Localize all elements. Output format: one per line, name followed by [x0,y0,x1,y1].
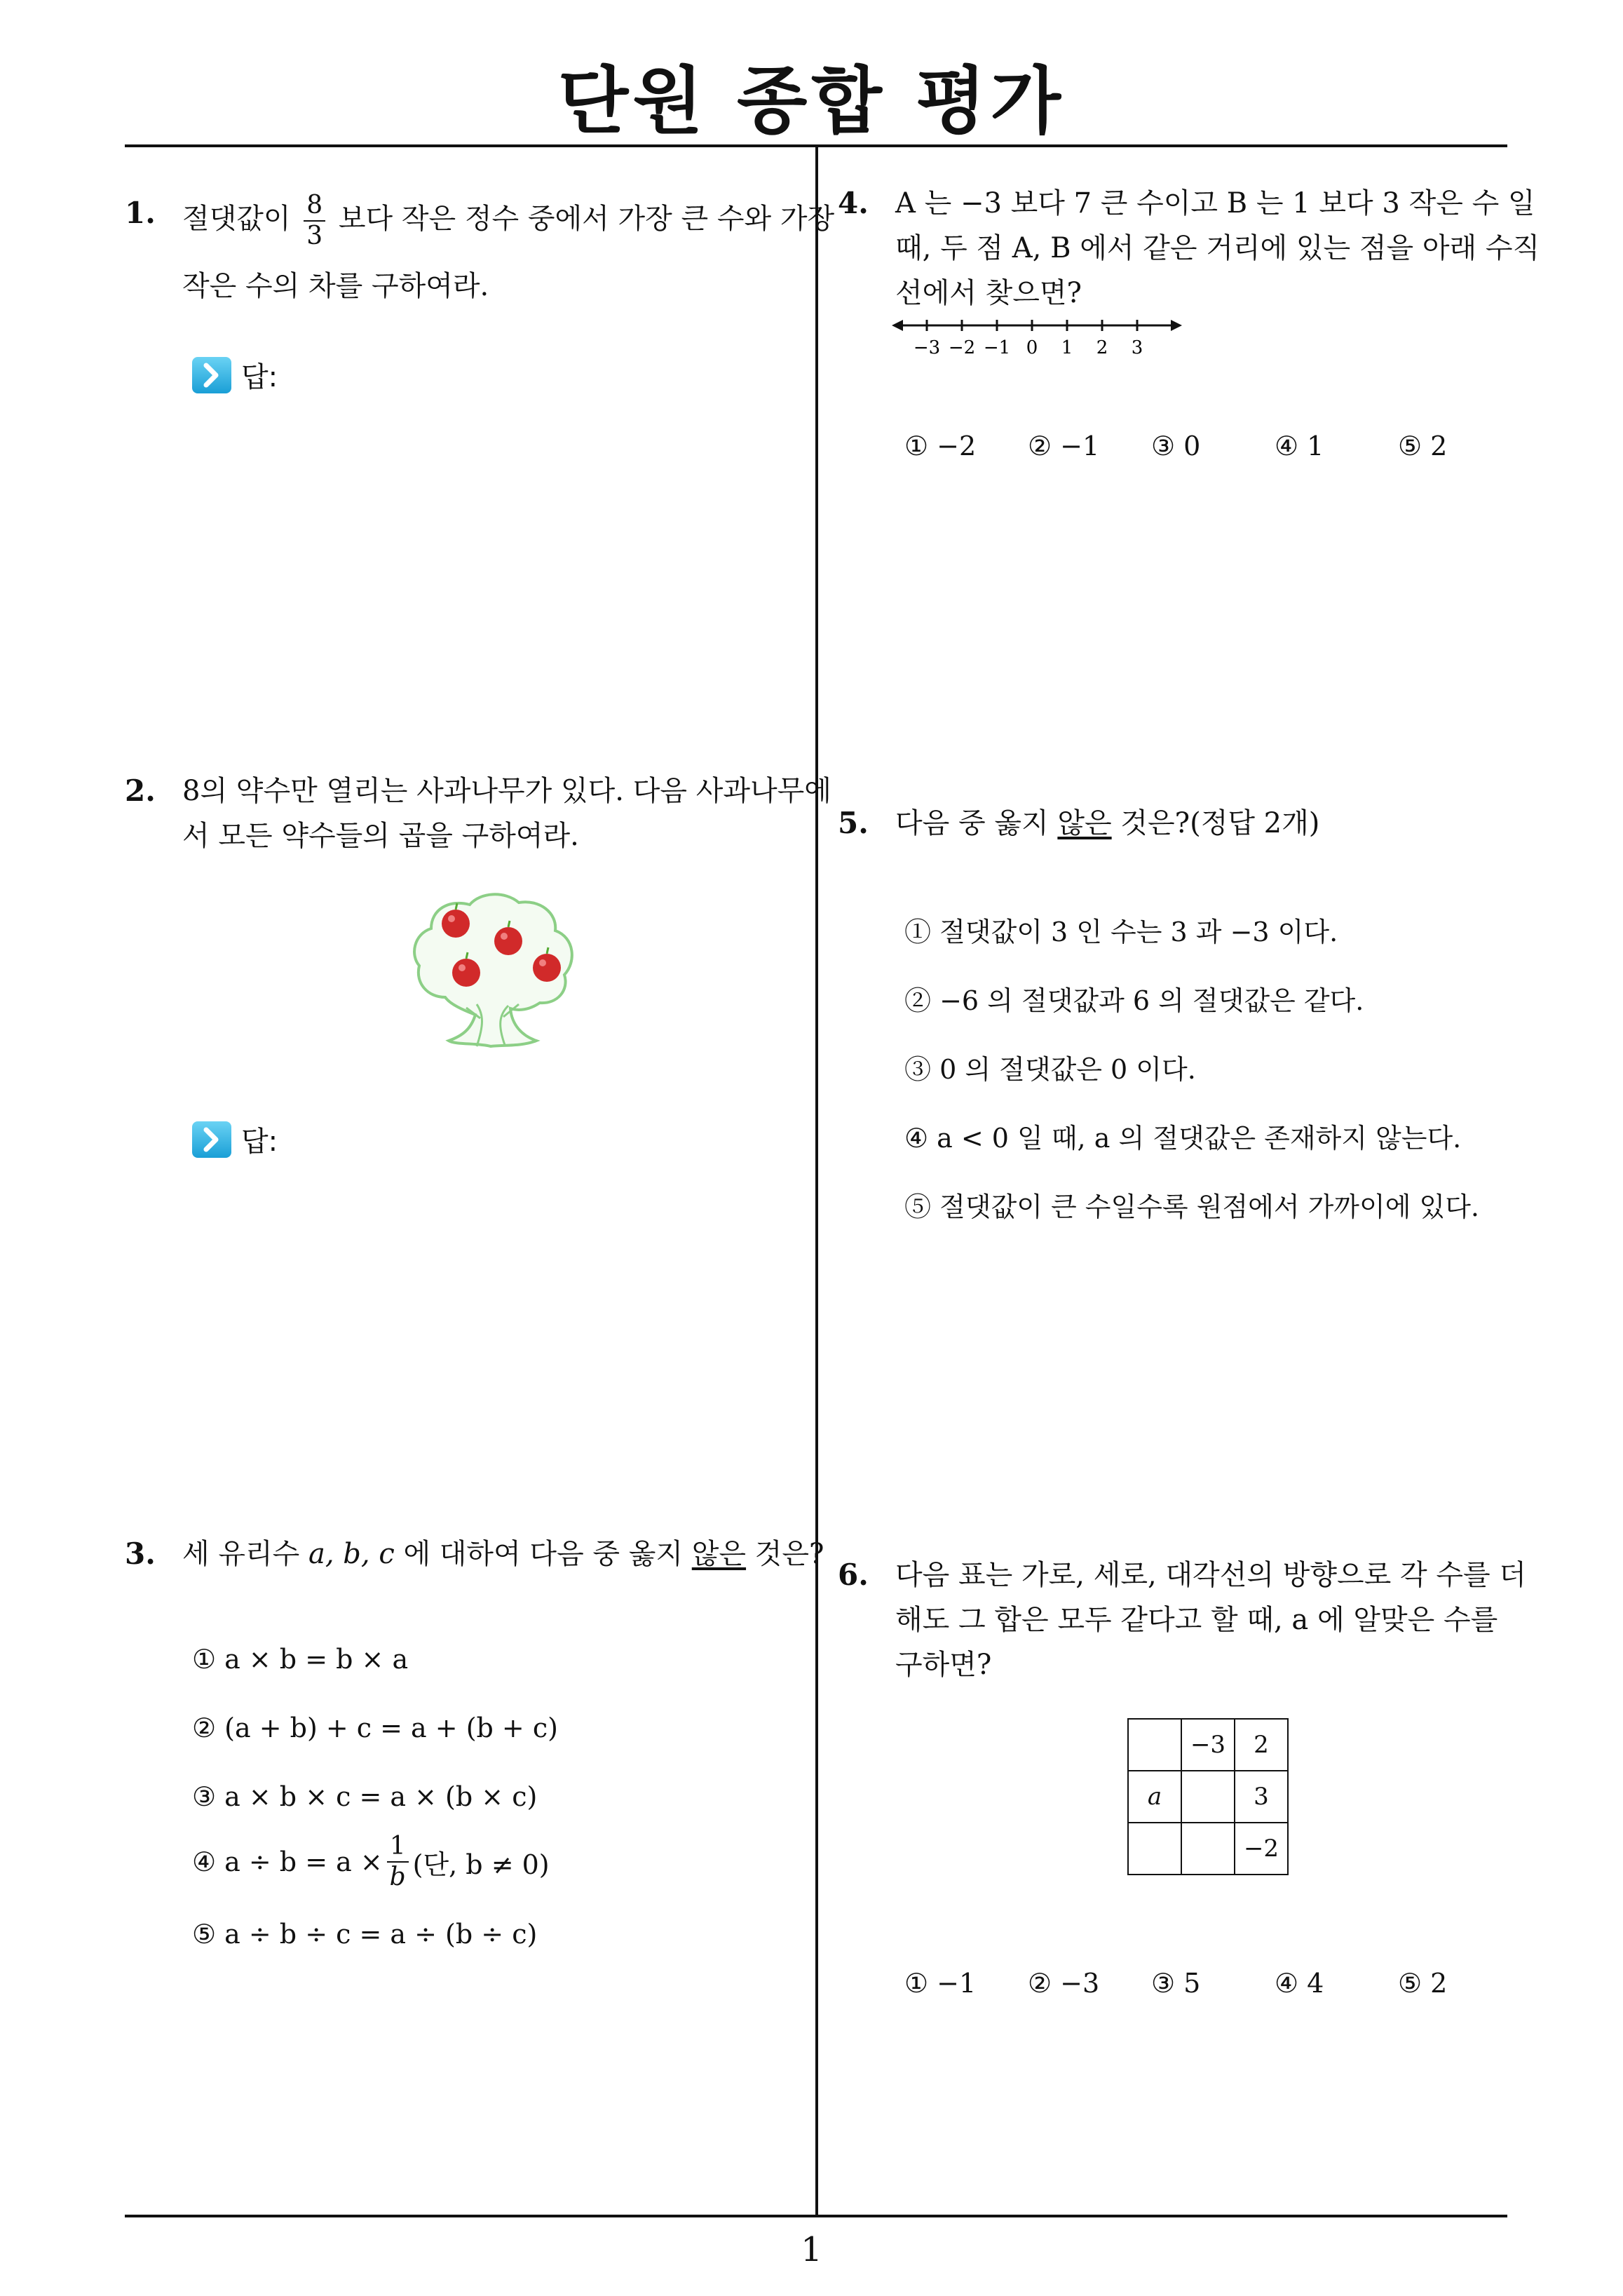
number-line-tick-label: 2 [1096,337,1108,358]
arrow-right-icon [1171,320,1182,331]
question-number: 5. [838,806,869,840]
bottom-rule [125,2215,1507,2217]
column-divider [815,146,818,2215]
question-text: 절댓값이 [182,203,291,235]
underlined-word: 않은 [1057,807,1112,839]
table-cell [1128,1823,1181,1875]
question-text-line: 해도 그 합은 모두 같다고 할 때, a 에 알맞은 수를 [895,1604,1498,1636]
chevron-right-icon [192,357,231,393]
fraction-numerator: 8 [304,191,325,222]
question-number: 3. [125,1537,156,1571]
option-1[interactable]: ① −2 [904,431,977,461]
choice-1[interactable]: ① 절댓값이 3 인 수는 3 과 −3 이다. [904,917,1338,947]
choice-2[interactable]: ② (a + b) + c = a + (b + c) [192,1713,558,1743]
options-row [904,431,1521,461]
question-text-line: 서 모든 약수들의 곱을 구하여라. [182,820,579,852]
magic-square-table [1127,1718,1289,1875]
table-cell: 3 [1235,1771,1288,1823]
question-text: 에 대하여 다음 중 옳지 [403,1538,684,1570]
question-text: 것은?(정답 2개) [1120,807,1320,839]
choice-5[interactable]: ⑤ 절댓값이 큰 수일수록 원점에서 가까이에 있다. [904,1191,1480,1222]
question-text: 다음 중 옳지 [895,807,1049,839]
option-5[interactable]: ⑤ 2 [1398,431,1448,461]
option-1[interactable]: ① −1 [904,1968,977,1999]
option-2[interactable]: ② −3 [1028,1968,1100,1999]
page-number: 1 [801,2230,822,2269]
question-text-line: 선에서 찾으면? [895,277,1082,309]
answer-label: 답: [241,1126,278,1158]
question-text-line: 다음 표는 가로, 세로, 대각선의 방향으로 각 수를 더 [895,1559,1526,1591]
question-text-line: 구하면? [895,1649,992,1681]
table-cell: −2 [1235,1823,1288,1875]
number-line-tick-label: 3 [1131,337,1143,358]
question-number: 1. [125,196,156,230]
question-text: 것은? [754,1538,824,1570]
choice-2[interactable]: ② −6 의 절댓값과 6 의 절댓값은 같다. [904,985,1364,1016]
fraction-denominator: 3 [306,222,323,250]
chevron-right-icon [192,1121,231,1158]
choice-text: (단, b ≠ 0) [412,1849,550,1880]
number-line-tick-label: 1 [1061,337,1073,358]
apple-tree-image [407,885,582,1053]
answer-label: 답: [241,361,278,393]
question-text-line: 때, 두 점 A, B 에서 같은 거리에 있는 점을 아래 수직 [895,232,1540,264]
number-line-tick-label: 0 [1026,337,1038,358]
option-4[interactable]: ④ 1 [1275,431,1324,461]
choice-1[interactable]: ① a × b = b × a [192,1644,409,1675]
choice-3[interactable]: ③ 0 의 절댓값은 0 이다. [904,1054,1196,1085]
question-text: 보다 작은 정수 중에서 가장 큰 수와 가장 [338,203,835,235]
number-line [890,314,1185,363]
option-4[interactable]: ④ 4 [1275,1968,1324,1999]
answer-field-2[interactable] [192,1119,278,1159]
fraction [304,191,325,251]
table-row [1128,1771,1288,1823]
option-3[interactable]: ③ 5 [1151,1968,1201,1999]
question-text-line [895,801,1319,846]
question-text-line: 작은 수의 차를 구하여라. [182,270,489,302]
number-line-tick-label: −2 [948,337,976,358]
fraction-denominator: b [389,1863,406,1891]
option-2[interactable]: ② −1 [1028,431,1100,461]
table-cell [1181,1823,1235,1875]
choice-4[interactable] [192,1832,550,1892]
options-row [904,1968,1521,1999]
table-cell [1128,1719,1181,1771]
table-cell: a [1128,1771,1181,1823]
underlined-word: 않은 [691,1538,747,1570]
question-number: 2. [125,774,156,808]
table-cell: −3 [1181,1719,1235,1771]
question-text-line [182,191,834,251]
number-line-tick-label: −1 [983,337,1011,358]
option-3[interactable]: ③ 0 [1151,431,1201,461]
fraction [387,1832,409,1892]
choice-4[interactable]: ④ a < 0 일 때, a 의 절댓값은 존재하지 않는다. [904,1123,1462,1154]
table-cell: 2 [1235,1719,1288,1771]
option-5[interactable]: ⑤ 2 [1398,1968,1448,1999]
variables: a, b, c [308,1538,395,1570]
arrow-left-icon [892,320,903,331]
answer-field-1[interactable] [192,355,278,395]
choice-3[interactable]: ③ a × b × c = a × (b × c) [192,1781,538,1812]
choice-text: ④ a ÷ b = a × [192,1846,383,1877]
question-number: 6. [838,1558,869,1592]
fraction-numerator: 1 [387,1832,409,1863]
table-row [1128,1719,1288,1771]
question-text-line: 8의 약수만 열리는 사과나무가 있다. 다음 사과나무에 [182,775,831,807]
table-row [1128,1823,1288,1875]
question-number: 4. [838,186,869,220]
choice-5[interactable]: ⑤ a ÷ b ÷ c = a ÷ (b ÷ c) [192,1919,538,1950]
question-text-line: A 는 −3 보다 7 큰 수이고 B 는 1 보다 3 작은 수 일 [895,187,1535,220]
table-cell [1181,1771,1235,1823]
question-text: 세 유리수 [182,1538,300,1570]
number-line-tick-label: −3 [913,337,941,358]
question-text-line [182,1532,824,1576]
page-title: 단원 종합 평가 [557,58,1066,144]
